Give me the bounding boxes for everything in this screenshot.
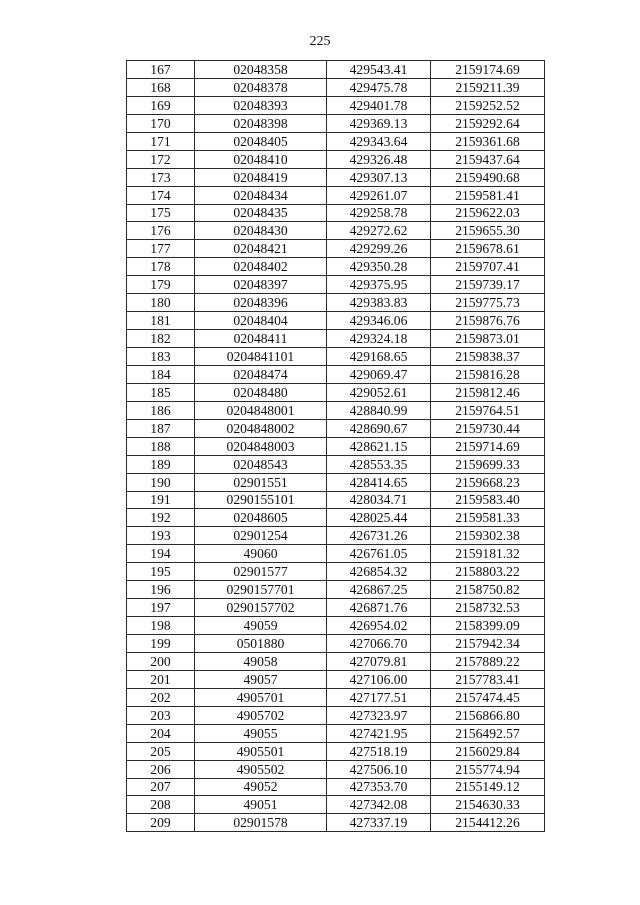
- row-index-cell: 184: [127, 365, 195, 383]
- y-coordinate-cell: 2159581.41: [431, 186, 545, 204]
- point-id-cell: 49051: [195, 796, 327, 814]
- table-row: [127, 401, 545, 419]
- table-row: [127, 473, 545, 491]
- point-id-cell: 02048393: [195, 96, 327, 114]
- row-index-cell: 205: [127, 742, 195, 760]
- y-coordinate-cell: 2156866.80: [431, 706, 545, 724]
- y-coordinate-cell: 2159490.68: [431, 168, 545, 186]
- point-id-cell: 02048411: [195, 330, 327, 348]
- page-number: 225: [309, 34, 331, 49]
- row-index-cell: 171: [127, 132, 195, 150]
- point-id-cell: 4905701: [195, 688, 327, 706]
- y-coordinate-cell: 2157889.22: [431, 652, 545, 670]
- x-coordinate-cell: 427079.81: [327, 652, 431, 670]
- y-coordinate-cell: 2159622.03: [431, 204, 545, 222]
- table-row: [127, 348, 545, 366]
- x-coordinate-cell: 428025.44: [327, 509, 431, 527]
- y-coordinate-cell: 2159655.30: [431, 222, 545, 240]
- table-row: [127, 78, 545, 96]
- table-row: [127, 437, 545, 455]
- row-index-cell: 168: [127, 78, 195, 96]
- y-coordinate-cell: 2159730.44: [431, 419, 545, 437]
- x-coordinate-cell: 429346.06: [327, 312, 431, 330]
- x-coordinate-cell: 429307.13: [327, 168, 431, 186]
- table-row: [127, 222, 545, 240]
- x-coordinate-cell: 429168.65: [327, 348, 431, 366]
- row-index-cell: 187: [127, 419, 195, 437]
- row-index-cell: 193: [127, 527, 195, 545]
- point-id-cell: 49060: [195, 545, 327, 563]
- row-index-cell: 188: [127, 437, 195, 455]
- point-id-cell: 02048434: [195, 186, 327, 204]
- table-row: [127, 96, 545, 114]
- point-id-cell: 02048430: [195, 222, 327, 240]
- y-coordinate-cell: 2159838.37: [431, 348, 545, 366]
- row-index-cell: 198: [127, 617, 195, 635]
- row-index-cell: 176: [127, 222, 195, 240]
- point-id-cell: 02901551: [195, 473, 327, 491]
- row-index-cell: 180: [127, 294, 195, 312]
- x-coordinate-cell: 428690.67: [327, 419, 431, 437]
- y-coordinate-cell: 2159876.76: [431, 312, 545, 330]
- point-id-cell: 4905702: [195, 706, 327, 724]
- x-coordinate-cell: 428840.99: [327, 401, 431, 419]
- row-index-cell: 182: [127, 330, 195, 348]
- x-coordinate-cell: 427323.97: [327, 706, 431, 724]
- table-row: [127, 545, 545, 563]
- row-index-cell: 173: [127, 168, 195, 186]
- x-coordinate-cell: 428034.71: [327, 491, 431, 509]
- point-id-cell: 02048378: [195, 78, 327, 96]
- table-row: [127, 330, 545, 348]
- y-coordinate-cell: 2158803.22: [431, 563, 545, 581]
- point-id-cell: 02048474: [195, 365, 327, 383]
- x-coordinate-cell: 428414.65: [327, 473, 431, 491]
- point-id-cell: 4905501: [195, 742, 327, 760]
- table-row: [127, 186, 545, 204]
- x-coordinate-cell: 429052.61: [327, 383, 431, 401]
- x-coordinate-cell: 429258.78: [327, 204, 431, 222]
- table-row: [127, 796, 545, 814]
- row-index-cell: 169: [127, 96, 195, 114]
- x-coordinate-cell: 426761.05: [327, 545, 431, 563]
- row-index-cell: 202: [127, 688, 195, 706]
- x-coordinate-cell: 427353.70: [327, 778, 431, 796]
- point-id-cell: 49059: [195, 617, 327, 635]
- row-index-cell: 167: [127, 61, 195, 79]
- x-coordinate-cell: 429326.48: [327, 150, 431, 168]
- y-coordinate-cell: 2155149.12: [431, 778, 545, 796]
- point-id-cell: 0204848001: [195, 401, 327, 419]
- table-row: [127, 168, 545, 186]
- point-id-cell: 4905502: [195, 760, 327, 778]
- y-coordinate-cell: 2159211.39: [431, 78, 545, 96]
- x-coordinate-cell: 429261.07: [327, 186, 431, 204]
- table-row: [127, 276, 545, 294]
- row-index-cell: 192: [127, 509, 195, 527]
- point-id-cell: 49052: [195, 778, 327, 796]
- y-coordinate-cell: 2159581.33: [431, 509, 545, 527]
- table-row: [127, 742, 545, 760]
- y-coordinate-cell: 2156492.57: [431, 724, 545, 742]
- y-coordinate-cell: 2159252.52: [431, 96, 545, 114]
- x-coordinate-cell: 427342.08: [327, 796, 431, 814]
- y-coordinate-cell: 2159764.51: [431, 401, 545, 419]
- y-coordinate-cell: 2154630.33: [431, 796, 545, 814]
- table-row: [127, 132, 545, 150]
- y-coordinate-cell: 2159174.69: [431, 61, 545, 79]
- row-index-cell: 203: [127, 706, 195, 724]
- coordinates-table-body: [127, 61, 545, 832]
- row-index-cell: 174: [127, 186, 195, 204]
- y-coordinate-cell: 2159714.69: [431, 437, 545, 455]
- table-row: [127, 383, 545, 401]
- table-row: [127, 365, 545, 383]
- y-coordinate-cell: 2155774.94: [431, 760, 545, 778]
- row-index-cell: 206: [127, 760, 195, 778]
- x-coordinate-cell: 429324.18: [327, 330, 431, 348]
- point-id-cell: 02048605: [195, 509, 327, 527]
- x-coordinate-cell: 429543.41: [327, 61, 431, 79]
- y-coordinate-cell: 2157474.45: [431, 688, 545, 706]
- row-index-cell: 191: [127, 491, 195, 509]
- table-row: [127, 455, 545, 473]
- x-coordinate-cell: 429272.62: [327, 222, 431, 240]
- point-id-cell: 02048480: [195, 383, 327, 401]
- table-row: [127, 814, 545, 832]
- row-index-cell: 190: [127, 473, 195, 491]
- point-id-cell: 02048397: [195, 276, 327, 294]
- y-coordinate-cell: 2158732.53: [431, 599, 545, 617]
- y-coordinate-cell: 2159181.32: [431, 545, 545, 563]
- x-coordinate-cell: 427337.19: [327, 814, 431, 832]
- x-coordinate-cell: 426867.25: [327, 581, 431, 599]
- y-coordinate-cell: 2158750.82: [431, 581, 545, 599]
- table-row: [127, 491, 545, 509]
- row-index-cell: 201: [127, 670, 195, 688]
- table-row: [127, 706, 545, 724]
- row-index-cell: 194: [127, 545, 195, 563]
- y-coordinate-cell: 2159775.73: [431, 294, 545, 312]
- x-coordinate-cell: 429475.78: [327, 78, 431, 96]
- y-coordinate-cell: 2159873.01: [431, 330, 545, 348]
- y-coordinate-cell: 2159292.64: [431, 114, 545, 132]
- x-coordinate-cell: 429369.13: [327, 114, 431, 132]
- x-coordinate-cell: 426854.32: [327, 563, 431, 581]
- table-row: [127, 258, 545, 276]
- table-row: [127, 150, 545, 168]
- row-index-cell: 177: [127, 240, 195, 258]
- point-id-cell: 0204848003: [195, 437, 327, 455]
- y-coordinate-cell: 2159437.64: [431, 150, 545, 168]
- y-coordinate-cell: 2157783.41: [431, 670, 545, 688]
- table-row: [127, 419, 545, 437]
- y-coordinate-cell: 2159583.40: [431, 491, 545, 509]
- table-row: [127, 778, 545, 796]
- table-row: [127, 527, 545, 545]
- point-id-cell: 02048398: [195, 114, 327, 132]
- point-id-cell: 0204848002: [195, 419, 327, 437]
- table-row: [127, 670, 545, 688]
- row-index-cell: 178: [127, 258, 195, 276]
- point-id-cell: 02048435: [195, 204, 327, 222]
- x-coordinate-cell: 429383.83: [327, 294, 431, 312]
- row-index-cell: 189: [127, 455, 195, 473]
- row-index-cell: 207: [127, 778, 195, 796]
- row-index-cell: 170: [127, 114, 195, 132]
- y-coordinate-cell: 2159812.46: [431, 383, 545, 401]
- point-id-cell: 0204841101: [195, 348, 327, 366]
- coordinates-table: [126, 60, 545, 832]
- x-coordinate-cell: 426731.26: [327, 527, 431, 545]
- point-id-cell: 02048543: [195, 455, 327, 473]
- x-coordinate-cell: 427177.51: [327, 688, 431, 706]
- x-coordinate-cell: 427506.10: [327, 760, 431, 778]
- table-row: [127, 61, 545, 79]
- point-id-cell: 02901578: [195, 814, 327, 832]
- point-id-cell: 02048402: [195, 258, 327, 276]
- y-coordinate-cell: 2159739.17: [431, 276, 545, 294]
- row-index-cell: 179: [127, 276, 195, 294]
- row-index-cell: 185: [127, 383, 195, 401]
- x-coordinate-cell: 428553.35: [327, 455, 431, 473]
- y-coordinate-cell: 2159668.23: [431, 473, 545, 491]
- point-id-cell: 02901254: [195, 527, 327, 545]
- x-coordinate-cell: 429375.95: [327, 276, 431, 294]
- y-coordinate-cell: 2159699.33: [431, 455, 545, 473]
- x-coordinate-cell: 426871.76: [327, 599, 431, 617]
- point-id-cell: 0290155101: [195, 491, 327, 509]
- table-row: [127, 599, 545, 617]
- row-index-cell: 204: [127, 724, 195, 742]
- table-row: [127, 581, 545, 599]
- y-coordinate-cell: 2156029.84: [431, 742, 545, 760]
- point-id-cell: 02048421: [195, 240, 327, 258]
- row-index-cell: 186: [127, 401, 195, 419]
- table-row: [127, 652, 545, 670]
- x-coordinate-cell: 429069.47: [327, 365, 431, 383]
- table-row: [127, 114, 545, 132]
- table-row: [127, 760, 545, 778]
- point-id-cell: 02048419: [195, 168, 327, 186]
- row-index-cell: 208: [127, 796, 195, 814]
- x-coordinate-cell: 429401.78: [327, 96, 431, 114]
- table-row: [127, 240, 545, 258]
- y-coordinate-cell: 2159816.28: [431, 365, 545, 383]
- y-coordinate-cell: 2158399.09: [431, 617, 545, 635]
- y-coordinate-cell: 2159707.41: [431, 258, 545, 276]
- y-coordinate-cell: 2159302.38: [431, 527, 545, 545]
- table-row: [127, 617, 545, 635]
- x-coordinate-cell: 429350.28: [327, 258, 431, 276]
- row-index-cell: 181: [127, 312, 195, 330]
- point-id-cell: 49055: [195, 724, 327, 742]
- point-id-cell: 49057: [195, 670, 327, 688]
- point-id-cell: 02048358: [195, 61, 327, 79]
- row-index-cell: 172: [127, 150, 195, 168]
- point-id-cell: 0290157701: [195, 581, 327, 599]
- point-id-cell: 02048405: [195, 132, 327, 150]
- table-row: [127, 294, 545, 312]
- row-index-cell: 183: [127, 348, 195, 366]
- row-index-cell: 197: [127, 599, 195, 617]
- x-coordinate-cell: 429299.26: [327, 240, 431, 258]
- point-id-cell: 02048410: [195, 150, 327, 168]
- x-coordinate-cell: 427106.00: [327, 670, 431, 688]
- table-row: [127, 312, 545, 330]
- y-coordinate-cell: 2159361.68: [431, 132, 545, 150]
- point-id-cell: 02048396: [195, 294, 327, 312]
- y-coordinate-cell: 2157942.34: [431, 635, 545, 653]
- point-id-cell: 0290157702: [195, 599, 327, 617]
- row-index-cell: 199: [127, 635, 195, 653]
- x-coordinate-cell: 427421.95: [327, 724, 431, 742]
- point-id-cell: 49058: [195, 652, 327, 670]
- x-coordinate-cell: 427518.19: [327, 742, 431, 760]
- table-row: [127, 204, 545, 222]
- point-id-cell: 0501880: [195, 635, 327, 653]
- x-coordinate-cell: 429343.64: [327, 132, 431, 150]
- row-index-cell: 196: [127, 581, 195, 599]
- x-coordinate-cell: 427066.70: [327, 635, 431, 653]
- row-index-cell: 200: [127, 652, 195, 670]
- x-coordinate-cell: 426954.02: [327, 617, 431, 635]
- table-row: [127, 509, 545, 527]
- table-row: [127, 688, 545, 706]
- row-index-cell: 209: [127, 814, 195, 832]
- point-id-cell: 02901577: [195, 563, 327, 581]
- x-coordinate-cell: 428621.15: [327, 437, 431, 455]
- table-row: [127, 635, 545, 653]
- y-coordinate-cell: 2154412.26: [431, 814, 545, 832]
- y-coordinate-cell: 2159678.61: [431, 240, 545, 258]
- row-index-cell: 175: [127, 204, 195, 222]
- table-row: [127, 563, 545, 581]
- point-id-cell: 02048404: [195, 312, 327, 330]
- row-index-cell: 195: [127, 563, 195, 581]
- table-row: [127, 724, 545, 742]
